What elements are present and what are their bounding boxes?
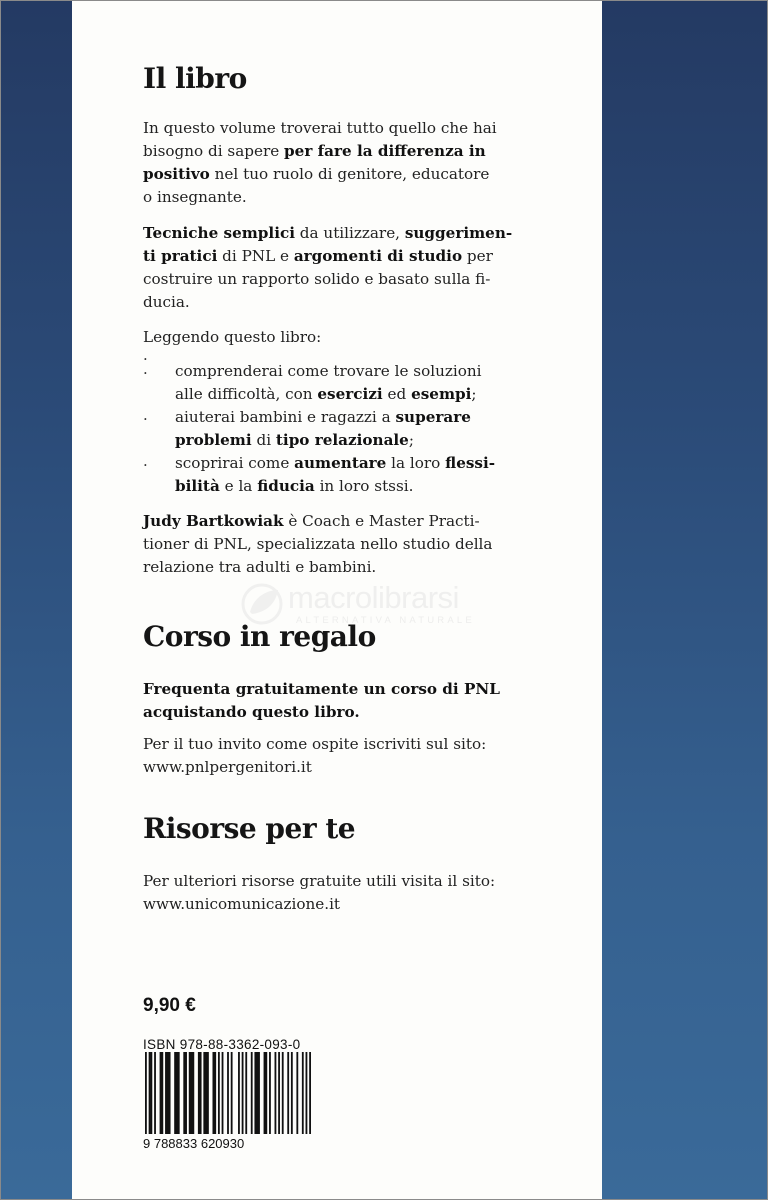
text-line: Per ulteriori risorse gratuite utili visita il sito:	[143, 872, 496, 890]
bold-text: bilità	[175, 477, 220, 495]
barcode-bar	[154, 1052, 156, 1134]
bullet-item-3	[175, 452, 535, 498]
text-span: ;	[471, 385, 477, 403]
barcode	[143, 1052, 313, 1134]
website-link[interactable]: www.pnlpergenitori.it	[143, 758, 312, 776]
barcode-bar	[254, 1052, 259, 1134]
barcode-bar	[275, 1052, 277, 1134]
watermark-brand: macrolibrarsi	[288, 580, 459, 615]
bold-text: Frequenta gratuitamente un corso di PNL	[143, 680, 500, 698]
bullet-dot: ·	[143, 364, 148, 382]
text-line: Per il tuo invito come ospite iscriviti sul sito:	[143, 735, 487, 753]
price-label: 9,90 €	[143, 995, 196, 1016]
bold-text: esempi	[411, 385, 472, 403]
text-span: aiuterai bambini e ragazzi a	[175, 408, 396, 426]
bold-text: acquistando questo libro.	[143, 703, 360, 721]
paragraph-corso-invite	[143, 733, 535, 779]
barcode-bar	[183, 1052, 187, 1134]
text-span: da utilizzare,	[294, 224, 405, 242]
bold-text: per fare la differenza in	[284, 142, 486, 160]
barcode-bar	[309, 1052, 311, 1134]
barcode-bar	[287, 1052, 289, 1134]
text-line: costruire un rapporto solido e basato sulla fi-	[143, 270, 491, 288]
text-span: è Coach e Master Practi-	[283, 512, 480, 530]
barcode-bar	[218, 1052, 220, 1134]
text-line: In questo volume troverai tutto quello che hai	[143, 119, 497, 137]
barcode-digits: 9 788833 620930	[143, 1136, 245, 1151]
watermark	[238, 578, 538, 634]
bold-text: problemi	[175, 431, 252, 449]
barcode-bar	[306, 1052, 308, 1134]
barcode-bar	[174, 1052, 179, 1134]
bold-text: aumentare	[294, 454, 387, 472]
bold-text: positivo	[143, 165, 210, 183]
bold-text: superare	[395, 408, 471, 426]
text-line: ducia.	[143, 293, 190, 311]
text-span: ;	[408, 431, 414, 449]
barcode-bar	[269, 1052, 271, 1134]
leaf-logo-icon	[238, 578, 288, 628]
isbn-label: ISBN 978-88-3362-093-0	[143, 1037, 301, 1052]
author-name: Judy Bartkowiak	[143, 512, 284, 530]
bold-text: Tecniche semplici	[143, 224, 295, 242]
text-span: la loro	[386, 454, 446, 472]
heading-risorse-per-te: Risorse per te	[143, 812, 356, 845]
barcode-bar	[189, 1052, 194, 1134]
barcode-bar	[251, 1052, 253, 1134]
barcode-bar	[150, 1052, 152, 1134]
paragraph-corso-bold	[143, 678, 535, 724]
barcode-bar	[231, 1052, 233, 1134]
barcode-bar	[238, 1052, 240, 1134]
barcode-bar	[198, 1052, 202, 1134]
barcode-bar	[222, 1052, 224, 1134]
barcode-bar	[242, 1052, 244, 1134]
paragraph-intro	[143, 117, 535, 209]
heading-corso-in-regalo: Corso in regalo	[143, 620, 376, 653]
text-span: di PNL e	[217, 247, 294, 265]
bold-text: ti pratici	[143, 247, 218, 265]
bullet-dot: ·	[143, 350, 148, 368]
heading-il-libro: Il libro	[143, 62, 247, 95]
barcode-bar	[245, 1052, 247, 1134]
paragraph-tecniche	[143, 222, 535, 314]
bullet-item-1	[175, 360, 535, 406]
text-span: alle difficoltà, con	[175, 385, 318, 403]
barcode-bar	[264, 1052, 268, 1134]
barcode-bar	[291, 1052, 293, 1134]
text-span: per	[462, 247, 493, 265]
bullet-dot: ·	[143, 410, 148, 428]
bold-text: argomenti di studio	[293, 247, 463, 265]
text-span: bisogno di sapere	[143, 142, 285, 160]
list-intro: Leggendo questo libro:	[143, 328, 322, 346]
barcode-bar	[282, 1052, 284, 1134]
barcode-bar	[160, 1052, 164, 1134]
barcode-bar	[149, 1052, 151, 1134]
text-span: in loro stssi.	[314, 477, 414, 495]
paragraph-author	[143, 510, 535, 579]
text-line: tioner di PNL, specializzata nello studio della	[143, 535, 493, 553]
bold-text: suggerimen-	[404, 224, 513, 242]
paragraph-risorse	[143, 870, 535, 916]
text-span: scoprirai come	[175, 454, 295, 472]
barcode-bar	[203, 1052, 208, 1134]
barcode-bar	[212, 1052, 216, 1134]
watermark-tagline: ALTERNATIVA NATURALE	[296, 615, 475, 626]
barcode-bar	[145, 1052, 147, 1134]
bold-text: esercizi	[317, 385, 383, 403]
bold-text: flessi-	[445, 454, 496, 472]
bold-text: tipo relazionale	[275, 431, 409, 449]
barcode-bar	[302, 1052, 304, 1134]
text-span: e la	[219, 477, 258, 495]
text-line: comprenderai come trovare le soluzioni	[175, 362, 482, 380]
barcode-bar	[278, 1052, 280, 1134]
barcode-bar	[227, 1052, 229, 1134]
barcode-bar	[165, 1052, 170, 1134]
text-span: ed	[382, 385, 412, 403]
barcode-bar	[296, 1052, 298, 1134]
text-span: di	[251, 431, 276, 449]
text-line: relazione tra adulti e bambini.	[143, 558, 377, 576]
text-line: o insegnante.	[143, 188, 247, 206]
bullet-item-2	[175, 406, 535, 452]
bold-text: fiducia	[257, 477, 315, 495]
website-link[interactable]: www.unicomunicazione.it	[143, 895, 341, 913]
bullet-dot: ·	[143, 456, 148, 474]
text-span: nel tuo ruolo di genitore, educatore	[209, 165, 490, 183]
